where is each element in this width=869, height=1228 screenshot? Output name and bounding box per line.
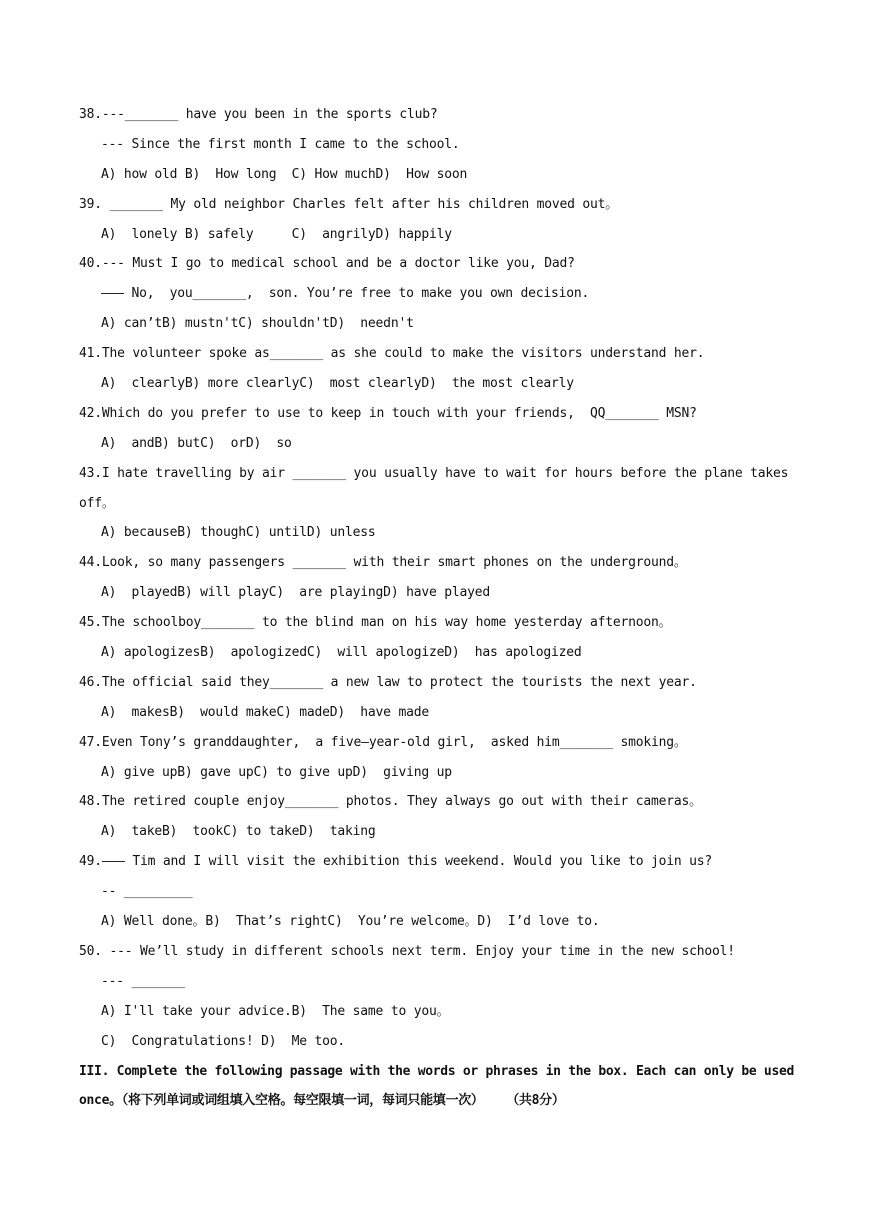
text-line: A) playedB) will playC) are playingD) have played bbox=[101, 585, 490, 601]
text-line: 45.The schoolboy_______ to the blind man on his way home yesterday afternoon。 bbox=[79, 615, 672, 631]
text-line: A) I'll take your advice.B) The same to you。 bbox=[101, 1003, 450, 1019]
text-line: A) Well done。B) That’s rightC) You’re welcome。D) I’d love to. bbox=[101, 914, 600, 930]
text-line: A) how old B) How long C) How muchD) How soon bbox=[101, 166, 468, 182]
document-body bbox=[79, 100, 799, 1116]
section-heading-line: III. Complete the following passage with the words or phrases in the box. Each can only be used bbox=[79, 1063, 795, 1079]
text-line: C) Congratulations! D) Me too. bbox=[101, 1033, 346, 1049]
text-line: A) clearlyB) more clearlyC) most clearlyD) the most clearly bbox=[101, 376, 574, 392]
text-line: A) can’tB) mustn'tC) shouldn'tD) needn't bbox=[101, 316, 414, 332]
text-line: A) give upB) gave upC) to give upD) giving up bbox=[101, 764, 452, 780]
text-line: off。 bbox=[79, 495, 115, 511]
text-line: 49.——— Tim and I will visit the exhibition this weekend. Would you like to join us? bbox=[79, 854, 713, 870]
text-line: --- Since the first month I came to the school. bbox=[101, 136, 460, 152]
text-line: 42.Which do you prefer to use to keep in touch with your friends, QQ_______ MSN? bbox=[79, 405, 697, 421]
text-line: A) makesB) would makeC) madeD) have made bbox=[101, 704, 429, 720]
text-line: 41.The volunteer spoke as_______ as she could to make the visitors understand her. bbox=[79, 346, 705, 362]
text-line: 40.--- Must I go to medical school and be a doctor like you, Dad? bbox=[79, 256, 575, 272]
text-line: A) lonely B) safely C) angrilyD) happily bbox=[101, 226, 452, 242]
text-line: 39. _______ My old neighbor Charles felt after his children moved out。 bbox=[79, 196, 619, 212]
text-line: 38.---_______ have you been in the sports club? bbox=[79, 107, 438, 122]
text-line: 43.I hate travelling by air _______ you usually have to wait for hours before the plane takes bbox=[79, 465, 789, 481]
text-line: --- _______ bbox=[101, 973, 185, 989]
text-line: 47.Even Tony’s granddaughter, a five—year-old girl, asked him_______ smoking。 bbox=[79, 734, 687, 750]
text-line: 46.The official said they_______ a new law to protect the tourists the next year. bbox=[79, 674, 697, 690]
text-line: -- _________ bbox=[101, 884, 193, 900]
section-heading-line: once。（将下列单词或词组填入空格。每空限填一词，每词只能填一次） （共8分） bbox=[79, 1093, 565, 1109]
text-line: 48.The retired couple enjoy_______ photos. They always go out with their cameras。 bbox=[79, 794, 702, 810]
text-line: 44.Look, so many passengers _______ with their smart phones on the underground。 bbox=[79, 555, 687, 571]
text-line: 50. --- We’ll study in different schools next term. Enjoy your time in the new school! bbox=[79, 943, 735, 959]
text-line: A) becauseB) thoughC) untilD) unless bbox=[101, 525, 376, 541]
text-line: A) andB) butC) orD) so bbox=[101, 435, 292, 451]
text-line: A) takeB) tookC) to takeD) taking bbox=[101, 824, 376, 840]
text-line: ——— No, you_______, son. You’re free to make you own decision. bbox=[101, 286, 590, 302]
text-line: A) apologizesB) apologizedC) will apologizeD) has apologized bbox=[101, 645, 582, 661]
